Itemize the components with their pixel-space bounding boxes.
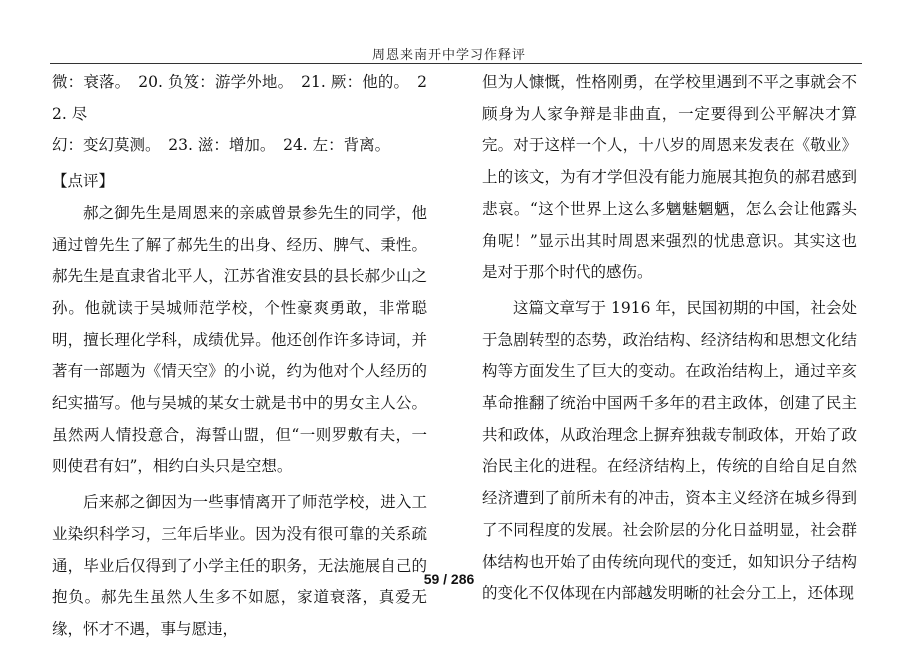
running-header: 周恩来南开中学习作释评 [371, 48, 526, 63]
body-paragraph: 后来郝之御因为一些事情离开了师范学校，进入工业染织科学习，三年后毕业。因为没有很可靠的关系疏通，毕业后仅得到了小学主任的职务，无法施展自己的抱负。郝先生虽然人生多不如愿，家道衰落，真爱无缘，怀才不遇，事与愿违， [52, 493, 427, 638]
left-column [52, 67, 427, 646]
right-column [482, 67, 857, 610]
header-rule [50, 63, 862, 64]
body-paragraph: 但为人慷慨，性格刚勇，在学校里遇到不平之事就会不顾身为人家争辩是非曲直，一定要得到公平解决才算完。对于这样一个人，十八岁的周恩来发表在《敬业》上的该文，为有才学但没有能力施展其抱负的郝君感到悲哀。“这个世界上这么多魑魅魍魉，怎么会让他露头角呢！”显示出其时周恩来强烈的忧患意识。其实这也是对于那个时代的感伤。 [482, 73, 857, 282]
footnote-line: 微：衰落。 20. 负笈：游学外地。 21. 厥：他的。 22. 尽 [52, 73, 427, 123]
page-number: 59 / 286 [423, 571, 475, 587]
footnote-line: 幻：变幻莫测。 23. 滋：增加。 24. 左：背离。 [52, 136, 391, 155]
body-paragraph: 郝之御先生是周恩来的亲戚曾景参先生的同学，他通过曾先生了解了郝先生的出身、经历、脾气、秉性。郝先生是直隶省北平人，江苏省淮安县的县长郝少山之孙。他就读于吴城师范学校，个性豪爽勇敢，非常聪明，擅长理化学科，成绩优异。他还创作许多诗词，并著有一部题为《情天空》的小说，约为他对个人经历的纪实描写。他与吴城的某女士就是书中的男女主人公。虽然两人情投意合，海誓山盟，但“一则罗敷有夫，一则使君有妇”，相约白头只是空想。 [52, 203, 427, 476]
body-paragraph: 这篇文章写于 1916 年，民国初期的中国，社会处于急剧转型的态势，政治结构、经济结构和思想文化结构等方面发生了巨大的变动。在政治结构上，通过辛亥革命推翻了统治中国两千多年的君主政体，创建了民主共和政体，从政治理念上摒弃独裁专制政体，开始了政治民主化的进程。在经济结构上，传统的自给自足自然经济遭到了前所未有的冲击，资本主义经济在城乡得到了不同程度的发展。社会阶层的分化日益明显，社会群体结构也开始了由传统向现代的变迁，如知识分子结构的变化不仅体现在内部越发明晰的社会分工上，还体现 [482, 298, 857, 603]
section-heading: 【点评】 [52, 172, 115, 191]
